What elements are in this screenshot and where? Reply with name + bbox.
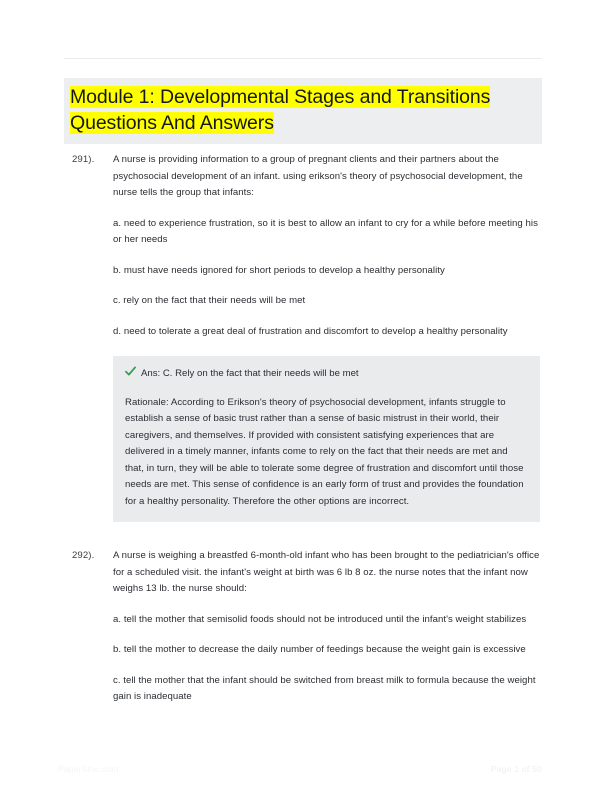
answer-line [125, 366, 528, 383]
answer-box [113, 356, 540, 522]
check-icon [125, 366, 136, 379]
rationale-text: Rationale: According to Erikson's theory of psychosocial development, infants struggle to establish a sense of basic trust rather than a sense of basic mistrust in their world, their caregivers, and themselves. If provided with consistent satisfying experiences that are delivered in a timely manner, infants come to rely on the fact that their needs are met and that, in turn, they will be able to tolerate some degree of frustration and discomfort until those needs are met. This sense of confidence is an early form of trust and provides the foundation for a healthy personality. Therefore the other options are incorrect. [125, 396, 524, 507]
option-a[interactable]: a. need to experience frustration, so it is best to allow an infant to cry for a while before meeting his or her needs [113, 217, 538, 245]
option-c[interactable]: c. rely on the fact that their needs will be met [113, 295, 306, 306]
question-body [113, 548, 540, 706]
question-stem: A nurse is providing information to a group of pregnant clients and their partners about the psychosocial development of an infant. using erikson's theory of psychosocial development, the nurse tells the group that infants: [113, 154, 523, 198]
option-c[interactable]: c. tell the mother that the infant should be switched from breast milk to formula because the weight gain is inadequate [113, 674, 536, 702]
page-number-label: Page 1 of 50 [490, 764, 542, 774]
question-block-292 [0, 548, 606, 706]
question-number: 292). [72, 550, 95, 561]
question-body [113, 152, 540, 340]
question-number: 291). [72, 154, 95, 165]
question-spacer [0, 522, 606, 548]
question-block-291 [0, 152, 606, 522]
header-divider [64, 58, 542, 59]
document-title-band [64, 78, 542, 144]
question-stem: A nurse is weighing a breastfed 6-month-old infant who has been brought to the pediatrician's office for a scheduled visit. the infant's weight at birth was 6 lb 8 oz. the nurse notes that the infant now weighs 13 lb. the nurse should: [113, 550, 540, 594]
option-a[interactable]: a. tell the mother that semisolid foods should not be introduced until the infant's weight stabilizes [113, 613, 527, 625]
footer-watermark: PaperStoc.com [58, 764, 119, 774]
answer-text: Ans: C. Rely on the fact that their needs will be met [141, 368, 359, 379]
document-content [0, 152, 606, 706]
option-b[interactable]: b. must have needs ignored for short periods to develop a healthy personality [113, 264, 445, 276]
option-d[interactable]: d. need to tolerate a great deal of frustration and discomfort to develop a healthy personality [113, 325, 508, 337]
page-footer [0, 762, 606, 776]
option-b[interactable]: b. tell the mother to decrease the daily number of feedings because the weight gain is excessive [113, 644, 526, 655]
page-title: Module 1: Developmental Stages and Transitions Questions And Answers [70, 86, 491, 134]
